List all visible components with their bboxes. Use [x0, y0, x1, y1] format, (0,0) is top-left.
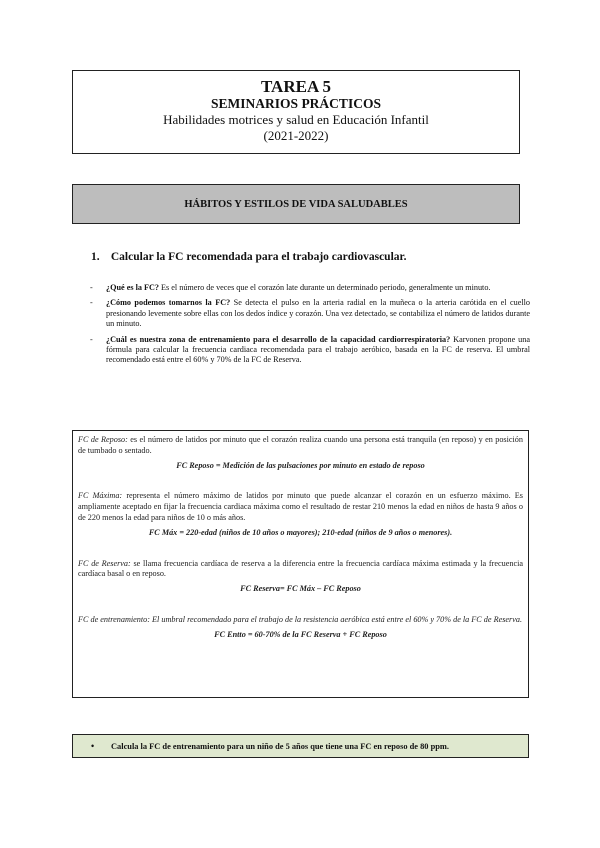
list-item-question: ¿Cuál es nuestra zona de entrenamiento para el desarrollo de la capacidad cardiorrespiratoria?	[106, 334, 451, 344]
definition-text: se llama frecuencia cardíaca de reserva a la diferencia entre la frecuencia cardíaca máxima estimada y la frecuencia cardíaca basal o en reposo.	[78, 558, 523, 579]
question-number: 1.	[91, 251, 100, 263]
formula-reposo: FC Reposo = Medición de las pulsaciones por minuto en estado de reposo	[176, 460, 425, 470]
section-heading	[72, 184, 520, 224]
definition-text: representa el número máximo de latidos por minuto que puede alcanzar el corazón en un esfuerzo máximo. Es ampliamente aceptado en fijar la frecuencia cardiaca máxima como el resultado de restar 210 menos la edad en niños de hasta 9 años o de 220 menos la edad para niños de 10 o más años.	[78, 491, 523, 522]
task-text: Calcula la FC de entrenamiento para un niño de 5 años que tiene una FC en reposo de 80 ppm.	[111, 741, 449, 751]
list-item	[90, 298, 530, 329]
list-item-answer: Se detecta el pulso en la arteria radial en la muñeca o la arteria carótida en el cuello presionando levemente sobre ellas con los dedos índice y corazón. Una vez detectado, se contabiliza el número de latidos durante un minuto.	[106, 298, 531, 329]
definition-reposo	[78, 435, 523, 457]
list-item-question: ¿Cómo podemos tomarnos la FC?	[106, 298, 231, 308]
document-subtitle: SEMINARIOS PRÁCTICOS	[211, 96, 381, 111]
dash-list	[90, 283, 530, 371]
title-box	[72, 70, 520, 154]
term-label: FC de Reserva:	[78, 558, 131, 568]
list-item	[90, 283, 530, 293]
question-text: Calcular la FC recomendada para el trabajo cardiovascular.	[110, 251, 407, 263]
definition-reserva	[78, 559, 523, 581]
formula-reserva: FC Reserva= FC Máx – FC Reposo	[240, 584, 361, 594]
definition-maxima	[78, 491, 523, 523]
definition-text: es el número de latidos por minuto que el corazón realiza cuando una persona está tranquila (en reposo) y en posición de tumbado o sentado.	[78, 435, 523, 455]
task-box	[72, 734, 529, 758]
formula-entrenamiento: FC Entto = 60-70% de la FC Reserva + FC Reposo	[214, 629, 387, 639]
list-item	[90, 335, 530, 366]
formula-maxima: FC Máx = 220-edad (niños de 10 años o mayores); 210-edad (niños de 9 años o menores).	[148, 527, 453, 537]
term-label: FC Máxima:	[78, 491, 123, 501]
section-title: HÁBITOS Y ESTILOS DE VIDA SALUDABLES	[184, 198, 408, 210]
dash-marker: -	[90, 334, 93, 344]
list-item-answer: Es el número de veces que el corazón late durante un determinado periodo, generalmente un minuto.	[159, 283, 491, 292]
document-title: TAREA 5	[260, 77, 332, 96]
definition-entrenamiento: FC de entrenamiento: El umbral recomendado para el trabajo de la resistencia aeróbica está entre el 60% y 70% de la FC de Reserva.	[78, 614, 522, 624]
term-label: FC de Reposo:	[78, 435, 128, 444]
list-item-question: ¿Qué es la FC?	[106, 283, 159, 292]
academic-year: (2021-2022)	[263, 128, 329, 143]
dash-marker: -	[90, 283, 93, 292]
course-name: Habilidades motrices y salud en Educación Infantil	[163, 112, 429, 127]
question-1	[91, 251, 406, 263]
bullet-icon: •	[91, 741, 95, 751]
list-item-answer: Karvonen propone una fórmula para calcular la frecuencia cardiaca recomendada para el trabajo aeróbico, basada en la FC de reserva. El umbral recomendado está entre el 60% y 70% de la FC de Reserva.	[106, 334, 530, 365]
dash-marker: -	[90, 298, 93, 308]
definitions-box	[72, 430, 529, 698]
